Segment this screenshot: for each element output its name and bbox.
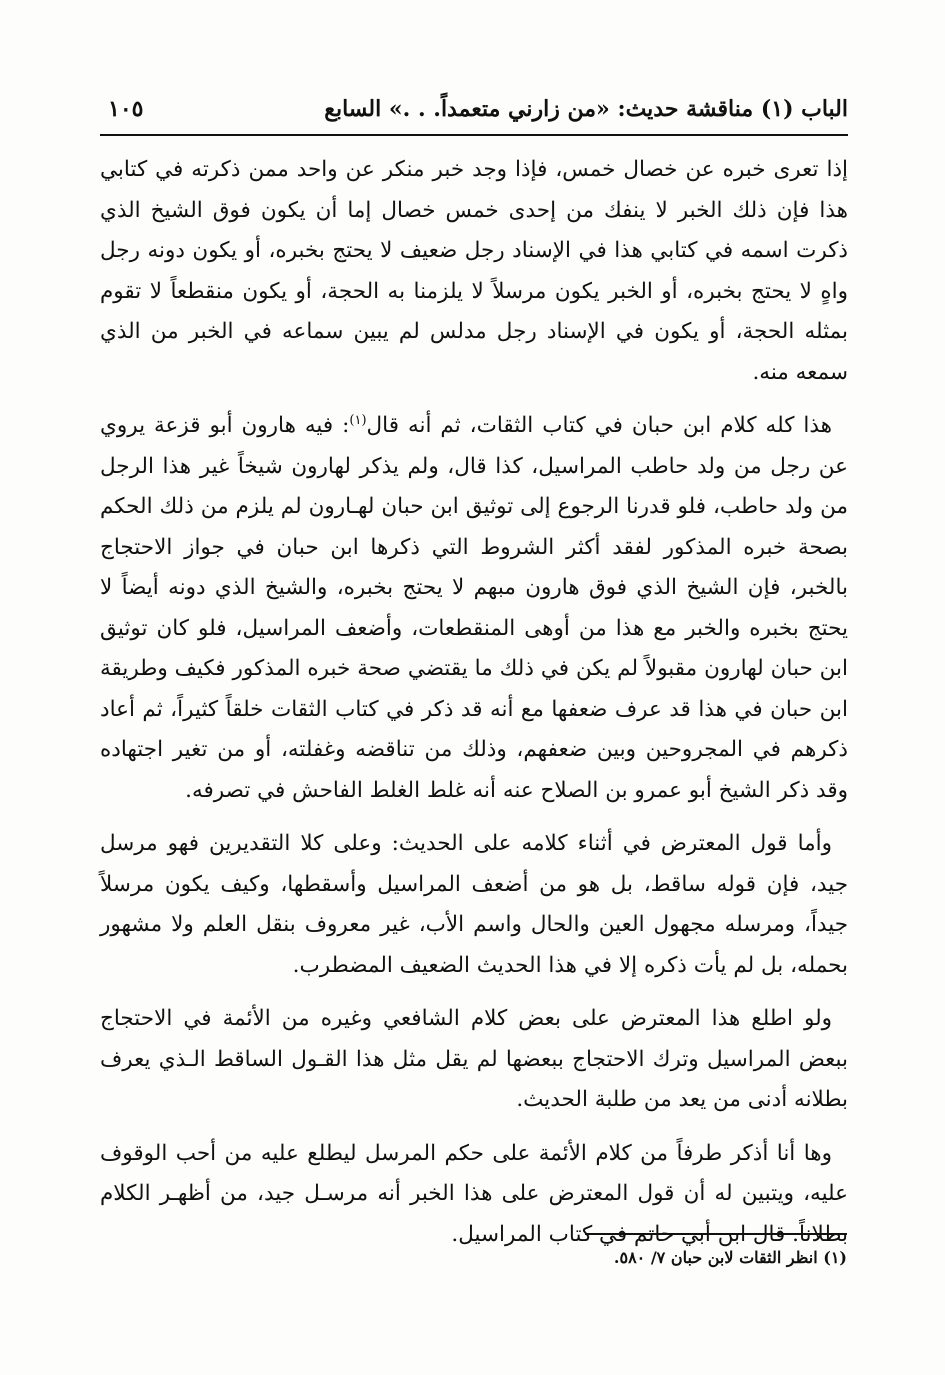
footnote-reference: (١) — [349, 412, 367, 428]
paragraph-2-lead: هذا كله كلام ابن حبان في كتاب الثقات، ثم أنه قال — [366, 413, 832, 438]
paragraph-3: وأما قول المعترض في أثناء كلامه على الحديث: وعلى كلا التقديرين فهو مرسل جيد، فإن قوله ساقط، بل هو من أضعف المراسيل وأسقطها، وكيف يكون مرسلاً جيداً، ومرسله مجهول العين والحال واسم الأب، غير معروف بنقل العلم ولا مشهور بحمله، بل لم يأت ذكره إلا في هذا الحديث الضعيف المضطرب. — [100, 831, 848, 978]
chapter-title: الباب (١) مناقشة حديث: «من زارني متعمداً. . .» السابع — [324, 96, 848, 122]
body-text — [100, 150, 848, 1268]
paragraph-5: وها أنا أذكر طرفاً من كلام الأئمة على حكم المرسل ليطلع عليه من أحب الوقوف عليه، ويتبين له أن قول المعترض على هذا الخبر أنه مرسـل جيد، من أظهـر الكلام بطلاناً. قال ابن أبي حاتم في كتاب المراسيل. — [100, 1140, 848, 1247]
page-number: ١٠٥ — [108, 96, 144, 122]
footnote-divider — [585, 1233, 847, 1235]
paragraph-2 — [100, 406, 848, 811]
footnote: (١) انظر الثقات لابن حبان ٧/ ٥٨٠. — [613, 1248, 847, 1267]
paragraph-4: ولو اطلع هذا المعترض على بعض كلام الشافعي وغيره من الأئمة في الاحتجاج ببعض المراسيل وترك الاحتجاج ببعضها لم يقل مثل هذا القـول الساقط الـذي يعرف بطلانه أدنى من يعد من طلبة الحديث. — [100, 1006, 848, 1112]
running-header — [100, 96, 848, 132]
header-divider — [100, 134, 848, 136]
paragraph-2-rest: : فيه هارون أبو قزعة يروي عن رجل من ولد حاطب المراسيل، كذا قال، ولم يذكر لهارون شيخاً غير هذا الرجل من ولد حاطب، فلو قدرنا الرجوع إلى توثيق ابن حبان لهـارون لم يلزم من ذلك الحكم بصحة خبره المذكور لفقد أكثر الشروط التي ذكرها ابن حبان في جواز الاحتجاج بالخبر، فإن الشيخ الذي فوق هارون مبهم لا يحتج بخبره، والشيخ الذي دونه أيضاً لا يحتج بخبره والخبر مع هذا من أوهى المنقطعات، وأضعف المراسيل، فلو كان توثيق ابن حبان لهارون مقبولاً لم يكن في ذلك ما يقتضي صحة خبره المذكور فكيف وطريقة ابن حبان في هذا قد عرف ضعفها مع أنه قد ذكر في كتاب الثقات خلقاً كثيراً، ثم أعاد ذكرهم في المجروحين وبين ضعفهم، وذلك من تناقضه وغفلته، أو من تغير اجتهاده وقد ذكر الشيخ أبو عمرو بن الصلاح عنه أنه غلط الغلط الفاحش في تصرفه. — [100, 413, 848, 803]
paragraph-1: إذا تعرى خبره عن خصال خمس، فإذا وجد خبر منكر عن واحد ممن ذكرته في كتابي هذا فإن ذلك الخبر لا ينفك من إحدى خمس خصال إما أن يكون فوق الشيخ الذي ذكرت اسمه في كتابي هذا في الإسناد رجل ضعيف لا يحتج بخبره، أو يكون دونه رجل واهٍ لا يحتج بخبره، أو الخبر يكون مرسلاً لا يلزمنا به الحجة، أو يكون منقطعاً لا تقوم بمثله الحجة، أو يكون في الإسناد رجل مدلس لم يبين سماعه في الخبر من الذي سمعه منه. — [100, 157, 848, 385]
